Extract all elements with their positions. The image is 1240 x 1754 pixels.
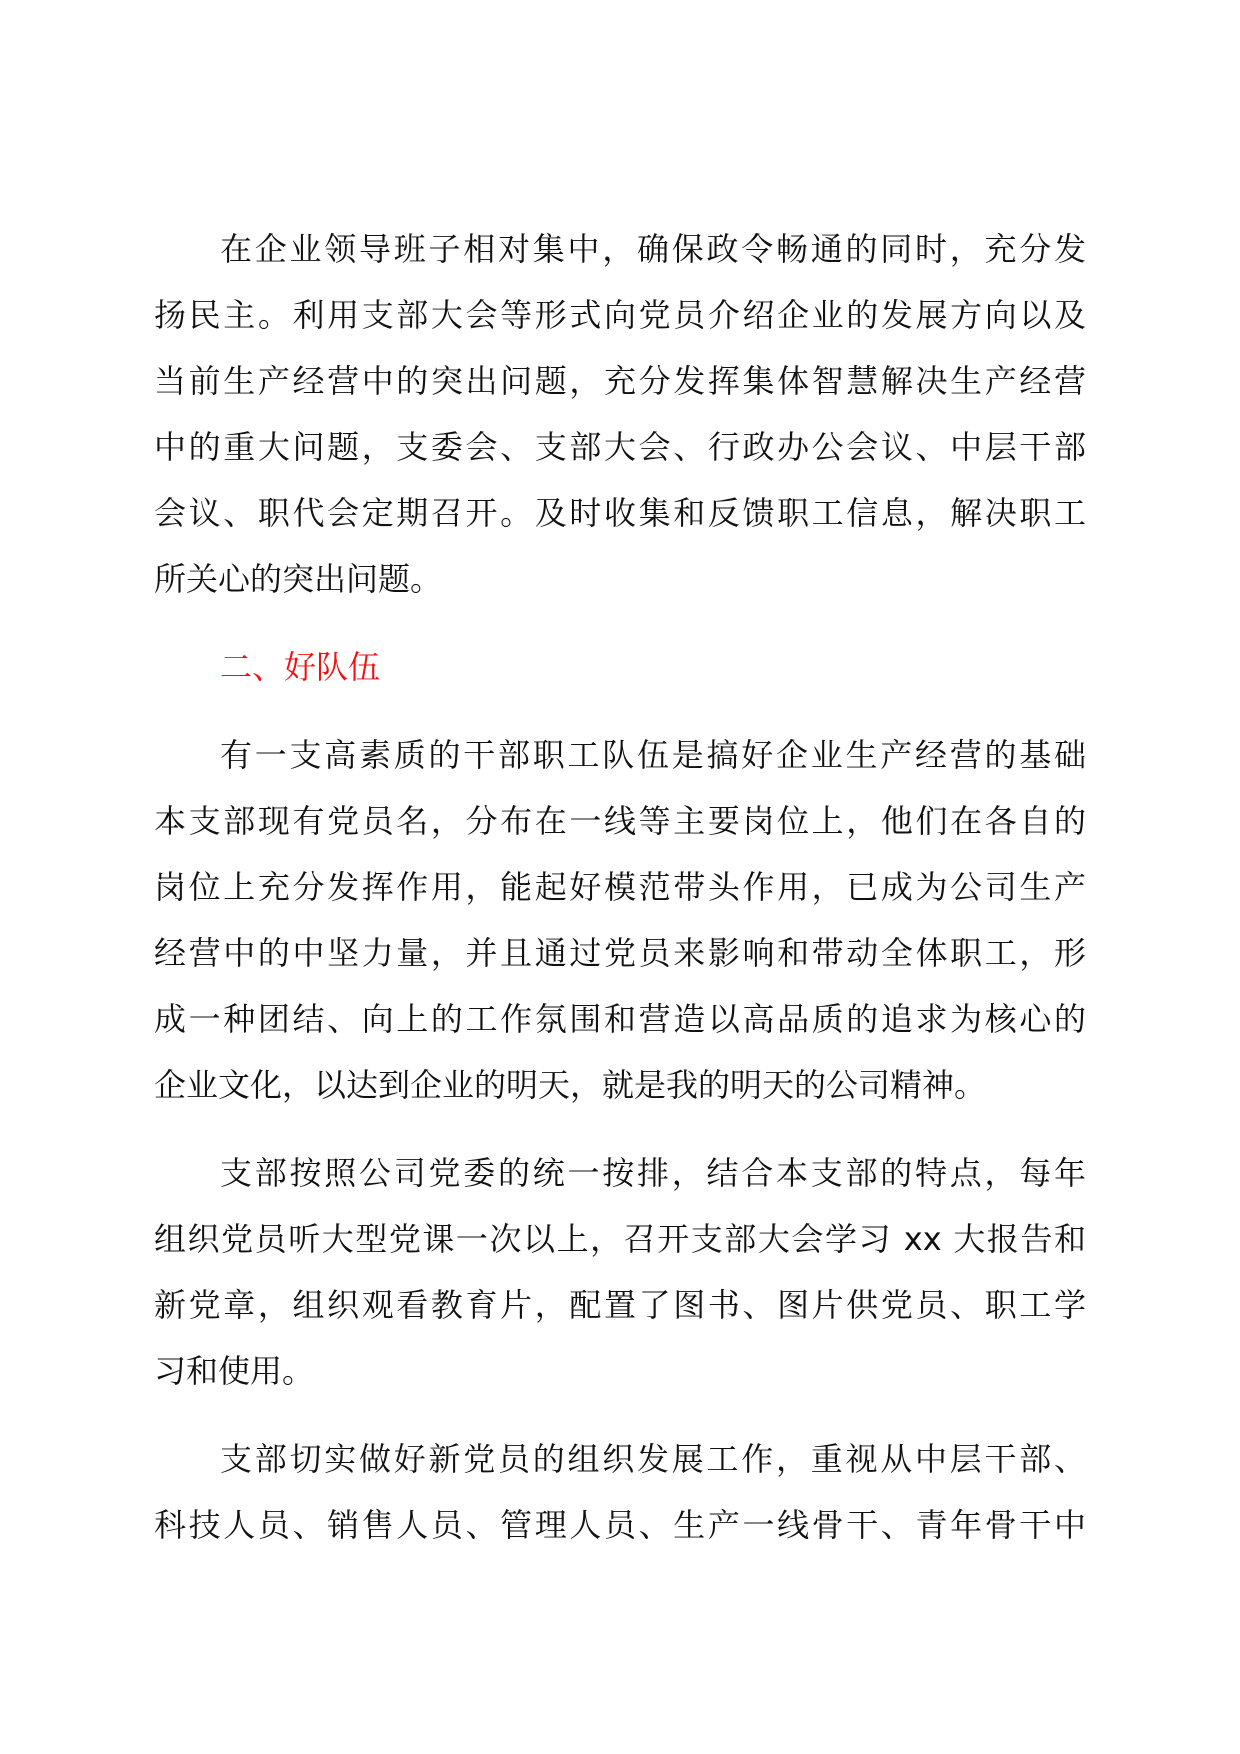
paragraph-team (154, 722, 1086, 1118)
paragraph-leadership (154, 216, 1086, 612)
text-line: 经营中的中坚力量，并且通过党员来影响和带动全体职工，形 (154, 934, 1086, 972)
text-line: 在企业领导班子相对集中，确保政令畅通的同时，充分发 (220, 230, 1086, 268)
text-line: 科技人员、销售人员、管理人员、生产一线骨干、青年骨干中 (154, 1506, 1086, 1544)
text-line: 本支部现有党员名，分布在一线等主要岗位上，他们在各自的 (154, 802, 1086, 840)
document-body (154, 216, 1086, 1580)
text-line: 组织党员听大型党课一次以上，召开支部大会学习 xx 大报告和 (154, 1220, 1086, 1258)
text-line: 习和使用。 (154, 1352, 315, 1390)
paragraph-recruitment (154, 1426, 1086, 1558)
text-line: 有一支高素质的干部职工队伍是搞好企业生产经营的基础 (220, 736, 1086, 774)
text-line: 中的重大问题，支委会、支部大会、行政办公会议、中层干部 (154, 428, 1086, 466)
text-line: 支部按照公司党委的统一按排，结合本支部的特点，每年 (220, 1154, 1086, 1192)
section-heading-text: 二、好队伍 (220, 648, 381, 686)
text-line: 会议、职代会定期召开。及时收集和反馈职工信息，解决职工 (154, 494, 1086, 532)
text-line: 所关心的突出问题。 (154, 560, 443, 598)
text-line: 成一种团结、向上的工作氛围和营造以高品质的追求为核心的 (154, 1000, 1086, 1038)
text-line: 扬民主。利用支部大会等形式向党员介绍企业的发展方向以及 (154, 296, 1086, 334)
paragraph-study (154, 1140, 1086, 1404)
text-line: 支部切实做好新党员的组织发展工作，重视从中层干部、 (220, 1440, 1086, 1478)
text-line: 当前生产经营中的突出问题，充分发挥集体智慧解决生产经营 (154, 362, 1086, 400)
text-line: 岗位上充分发挥作用，能起好模范带头作用，已成为公司生产 (154, 868, 1086, 906)
text-line: 企业文化，以达到企业的明天，就是我的明天的公司精神。 (154, 1066, 987, 1104)
text-line: 新党章，组织观看教育片，配置了图书、图片供党员、职工学 (154, 1286, 1086, 1324)
section-heading (154, 634, 1086, 700)
